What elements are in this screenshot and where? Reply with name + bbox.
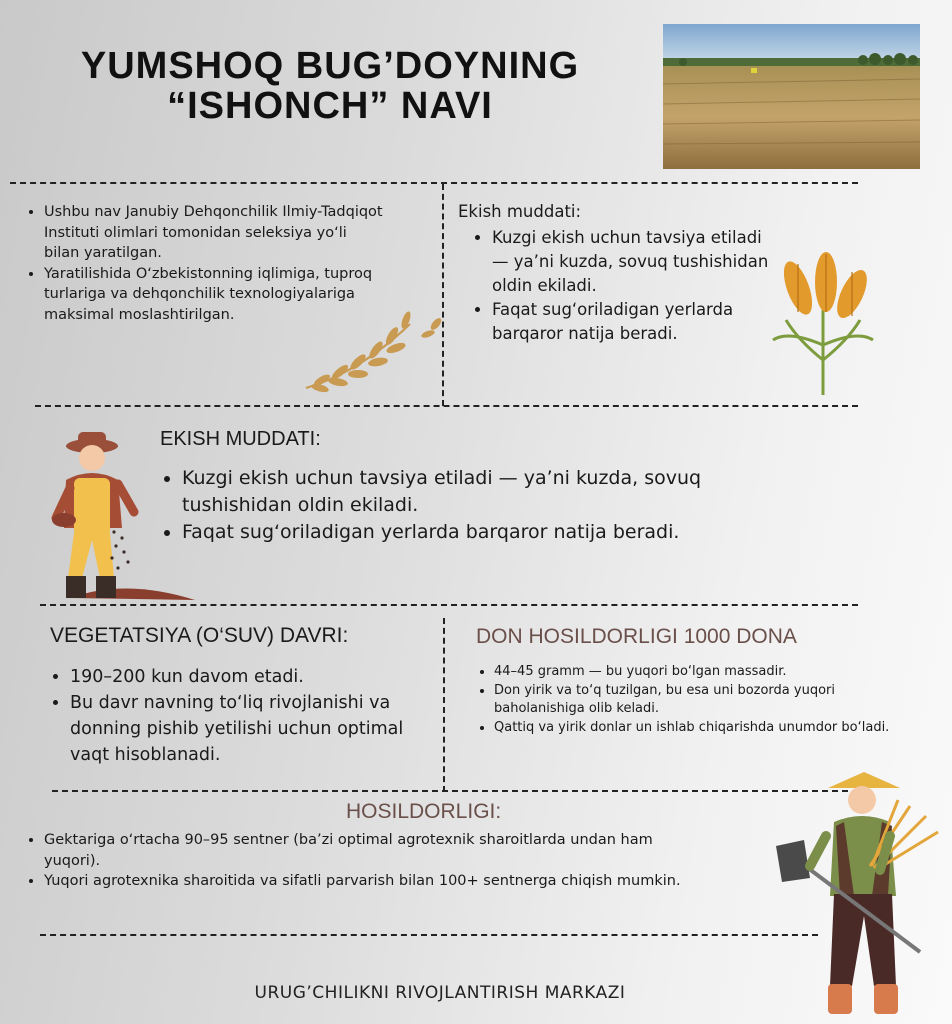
intro-item-1: • Ushbu nav Janubiy Dehqonchilik Ilmiy-Tadqiqot Instituti olimlari tomonidan seleksiya yo‘li bilan yaratilgan. [44, 202, 384, 264]
yield-item-2: • Yuqori agrotexnika sharoitida va sifatli parvarish bilan 100+ sentnerga chiqish mumkin. [44, 871, 694, 892]
grain-weight-item-1: • 44–45 gramm — bu yuqori bo‘lgan massadir. [494, 663, 896, 682]
title-line-2: “ISHONCH” NAVI [167, 85, 493, 127]
divider-4 [52, 790, 858, 792]
divider-5 [40, 934, 818, 936]
divider-1 [10, 182, 858, 184]
sowing-main-item-1: • Kuzgi ekish uchun tavsiya etiladi — ya’ni kuzda, sovuq tushishidan oldin ekiladi. [182, 465, 810, 519]
grain-weight-heading: DON HOSILDORLIGI 1000 DONA [476, 625, 797, 648]
sowing-main-item-2: • Faqat sug‘oriladigan yerlarda barqaror natija beradi. [182, 519, 810, 546]
yield-section [24, 830, 694, 892]
vegetation-item-1: • 190–200 kun davom etadi. [70, 664, 435, 690]
title-line-1: YUMSHOQ BUG’DOYNING [80, 45, 580, 87]
intro-item-2: • Yaratilishida O‘zbekistonning iqlimiga, tuproq turlariga va dehqonchilik texnologiyalariga maksimal moslashtirilgan. [44, 264, 384, 326]
grain-weight-section [476, 625, 896, 737]
divider-v2 [443, 618, 445, 792]
sowing-main-heading: EKISH MUDDATI: [160, 428, 321, 450]
footer-organization: URUG’CHILIKNI RIVOJLANTIRISH MARKAZI [254, 983, 626, 1003]
grain-weight-item-2: • Don yirik va to‘q tuzilgan, bu esa uni bozorda yuqori baholanishiga olib keladi. [494, 682, 896, 719]
wheat-stalk-icon [768, 250, 878, 396]
farmer-harvest-illustration [770, 766, 948, 1020]
yield-item-1: • Gektariga o‘rtacha 90–95 sentner (ba’zi optimal agrotexnik sharoitlarda undan ham yuqori). [44, 830, 694, 871]
grain-weight-item-3: • Qattiq va yirik donlar un ishlab chiqarishda unumdor bo‘ladi. [494, 719, 896, 738]
wheat-branch-icon [300, 302, 446, 394]
wheat-field-photo [663, 24, 920, 169]
divider-2 [35, 405, 858, 407]
sowing-small-item-1: • Kuzgi ekish uchun tavsiya etiladi — ya’ni kuzda, sovuq tushishidan oldin ekiladi. [492, 226, 778, 298]
yield-heading: HOSILDORLIGI: [346, 800, 502, 823]
vegetation-heading: VEGETATSIYA (O‘SUV) DAVRI: [50, 624, 349, 647]
sowing-small-section [458, 200, 778, 346]
vegetation-item-2: • Bu davr navning to‘liq rivojlanishi va donning pishib yetilishi uchun optimal vaqt hisoblanadi. [70, 690, 435, 768]
page-title [30, 46, 630, 126]
sowing-main-section [160, 426, 810, 546]
sowing-small-item-2: • Faqat sug‘oriladigan yerlarda barqaror natija beradi. [492, 298, 778, 346]
sowing-small-heading: Ekish muddati: [458, 202, 582, 221]
vegetation-section [50, 624, 435, 768]
